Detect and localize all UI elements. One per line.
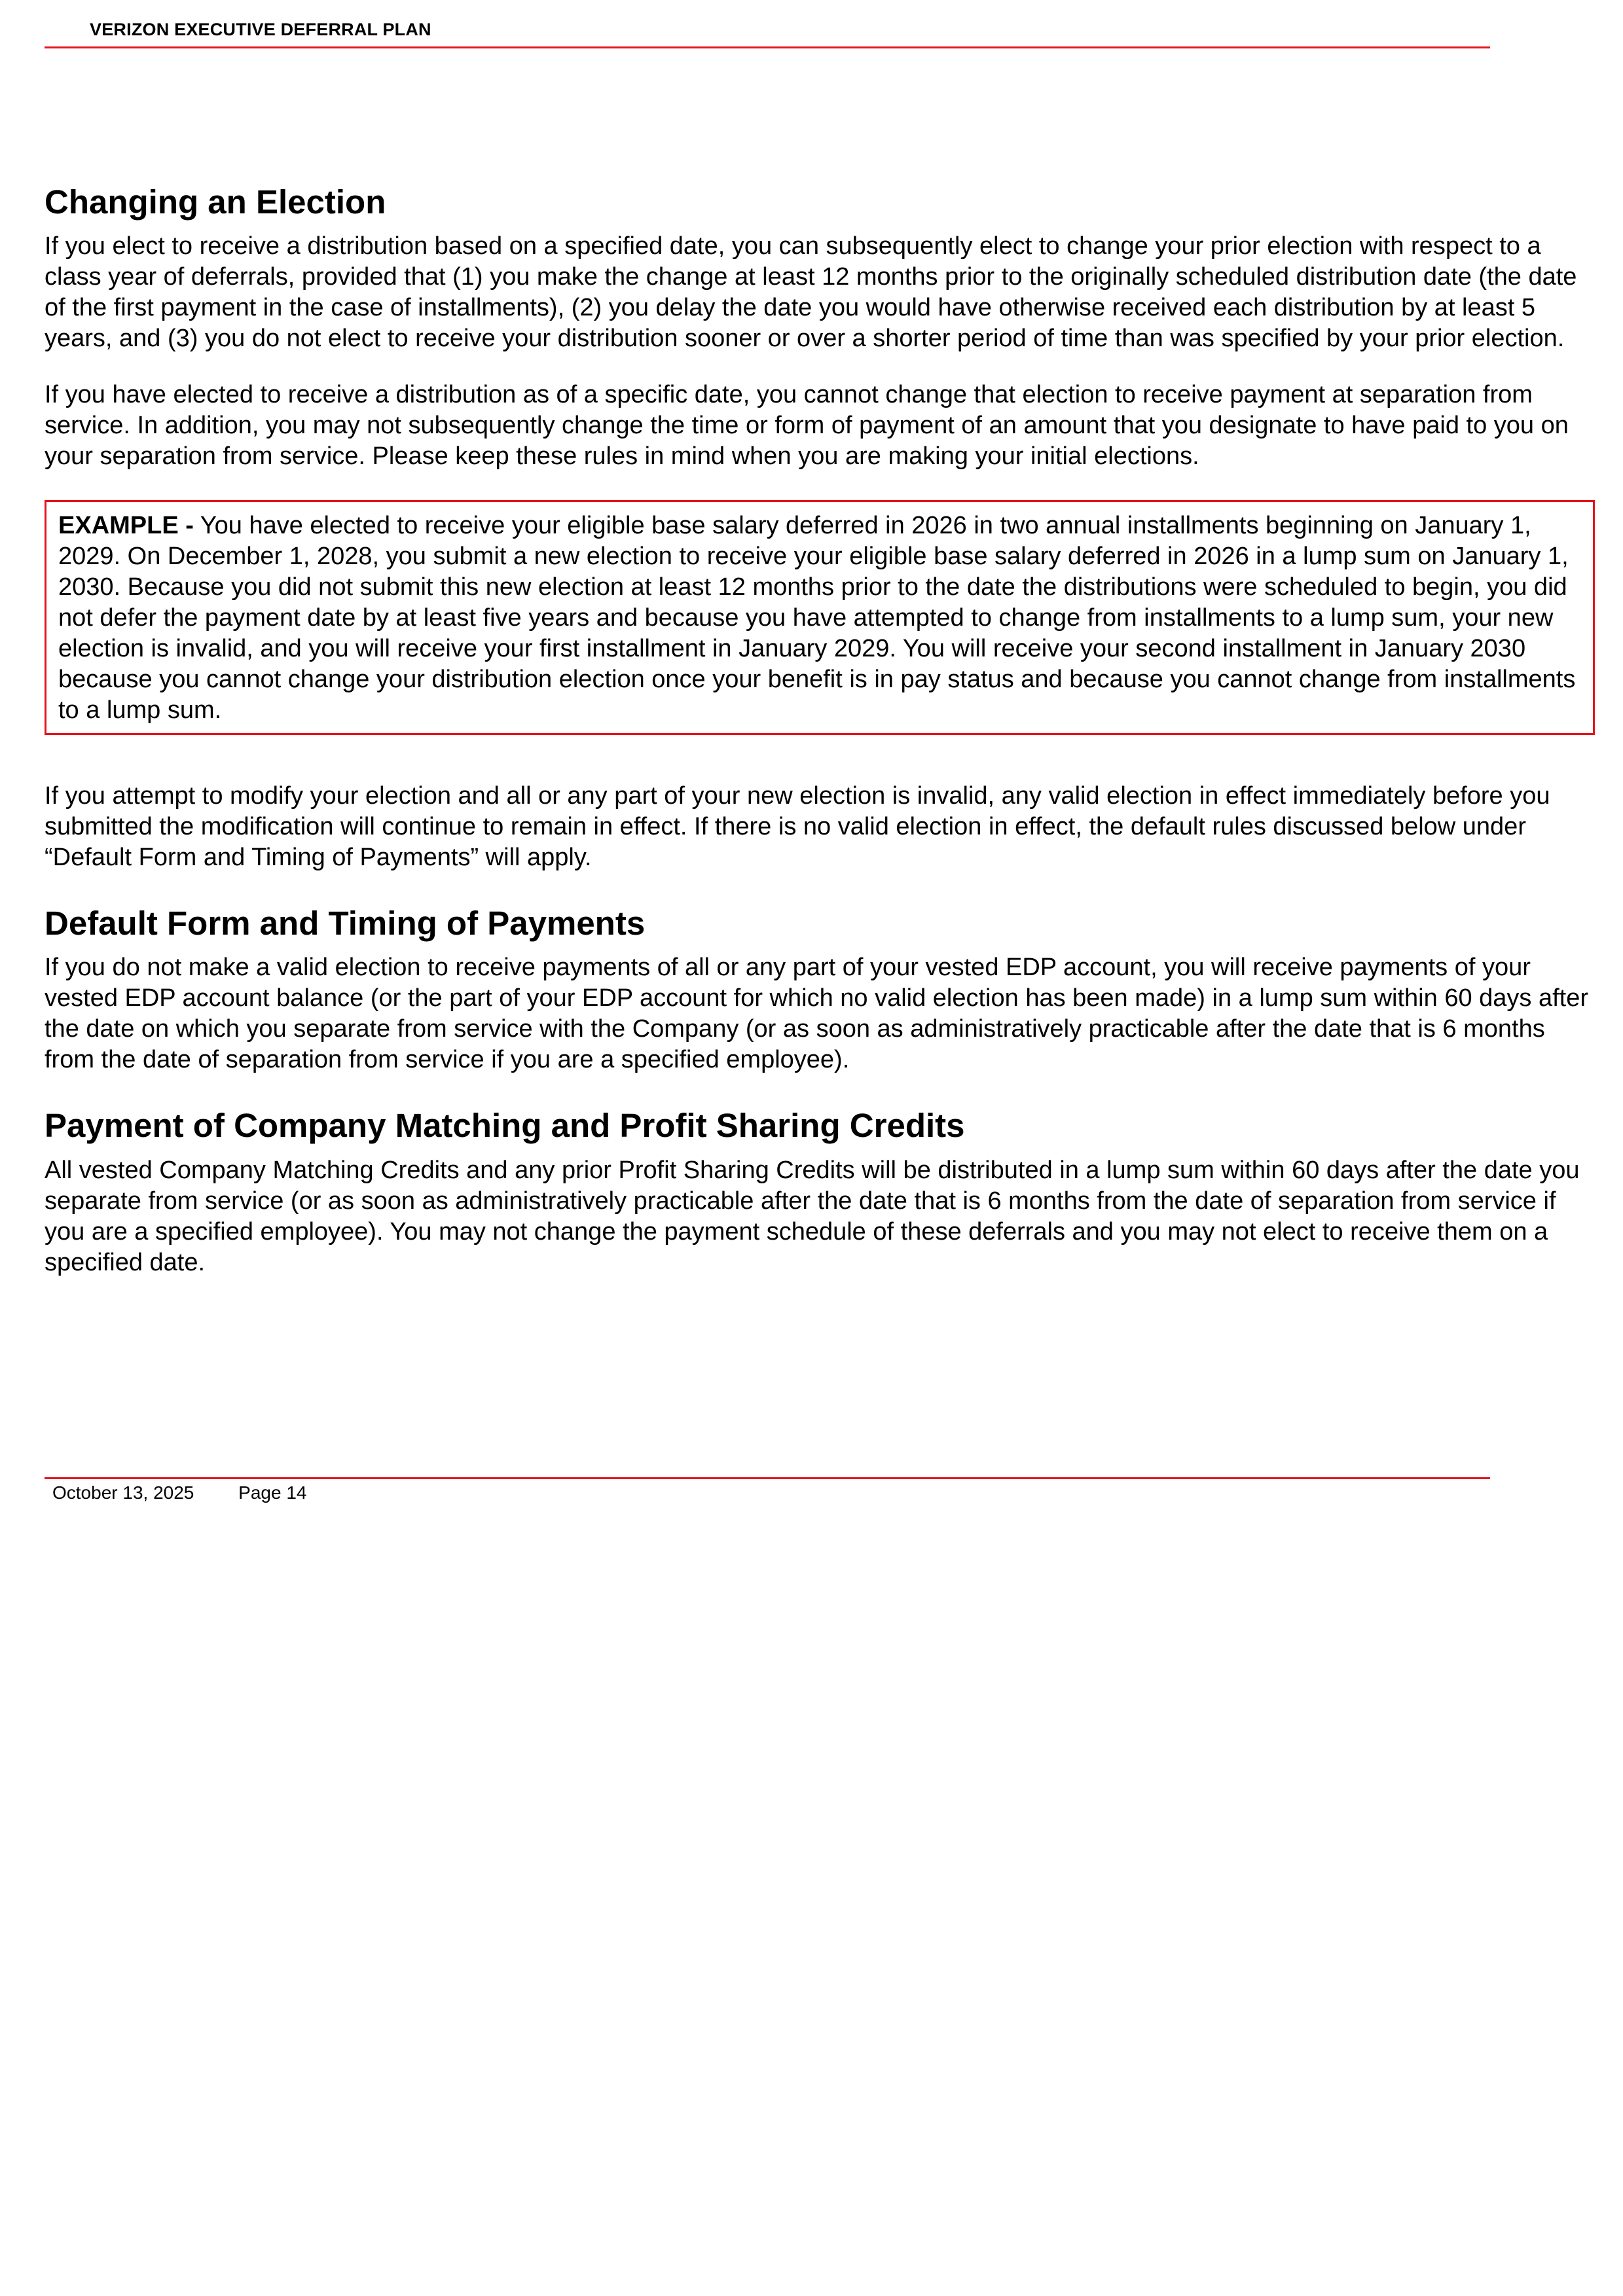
paragraph-changing-election-1: If you elect to receive a distribution based on a specified date, you can subsequently elect to change your prior election with respect to a class year of deferrals, provided that (1) you make the change at least 12 months prior to the originally scheduled distribution date (the date of the first payment in the case of installments), (2) you delay the date you would have otherwise received each distribution by at least 5 years, and (3) you do not elect to receive your distribution sooner or over a shorter period of time than was specified by your prior election. xyxy=(45,232,1577,353)
section-heading-changing-an-election: Changing an Election xyxy=(45,183,386,221)
page-content xyxy=(45,182,1595,1278)
paragraph-invalid-modification: If you attempt to modify your election and all or any part of your new election is invalid, any valid election in effect immediately before you submitted the modification will continue to remain in effect. If there is no valid election in effect, the default rules discussed below under “Default Form and Timing of Payments” will apply. xyxy=(45,782,1550,872)
example-lead-label: EXAMPLE - xyxy=(58,512,194,540)
document-header-title: VERIZON EXECUTIVE DEFERRAL PLAN xyxy=(90,20,431,39)
paragraph-default-form: If you do not make a valid election to receive payments of all or any part of your vested EDP account, you will receive payments of your vested EDP account balance (or the part of your EDP account for which no valid election has been made) in a lump sum within 60 days after the date on which you separate from service with the Company (or as soon as administratively practicable after the date that is 6 months from the date of separation from service if you are a specified employee). xyxy=(45,954,1589,1074)
paragraph-company-matching: All vested Company Matching Credits and any prior Profit Sharing Credits will be distributed in a lump sum within 60 days after the date you separate from service (or as soon as administratively practicable after the date that is 6 months from the date of separation from service if you are a specified employee). You may not change the payment schedule of these deferrals and you may not elect to receive them on a specified date. xyxy=(45,1156,1580,1276)
footer-rule xyxy=(45,1477,1490,1479)
section-heading-company-matching: Payment of Company Matching and Profit Sharing Credits xyxy=(45,1107,965,1145)
example-callout-box xyxy=(45,500,1595,735)
footer-page-number: Page 14 xyxy=(238,1482,307,1503)
page-footer xyxy=(52,1482,306,1503)
paragraph-changing-election-2: If you have elected to receive a distribution as of a specific date, you cannot change that election to receive payment at separation from service. In addition, you may not subsequently change the time or form of payment of an amount that you designate to have paid to you on your separation from service. Please keep these rules in mind when you are making your initial elections. xyxy=(45,381,1569,471)
footer-date: October 13, 2025 xyxy=(52,1482,194,1503)
example-text: You have elected to receive your eligible base salary deferred in 2026 in two annual installments beginning on January 1, 2029. On December 1, 2028, you submit a new election to receive your eligible base salary deferred in 2026 in a lump sum on January 1, 2030. Because you did not submit this new election at least 12 months prior to the date the distributions were scheduled to begin, you did not defer the payment date by at least five years and because you have attempted to change from installments to a lump sum, your new election is invalid, and you will receive your first installment in January 2029. You will receive your second installment in January 2030 because you cannot change your distribution election once your benefit is in pay status and because you cannot change from installments to a lump sum. xyxy=(58,512,1576,725)
section-heading-default-form: Default Form and Timing of Payments xyxy=(45,905,646,942)
header-rule xyxy=(45,46,1490,48)
